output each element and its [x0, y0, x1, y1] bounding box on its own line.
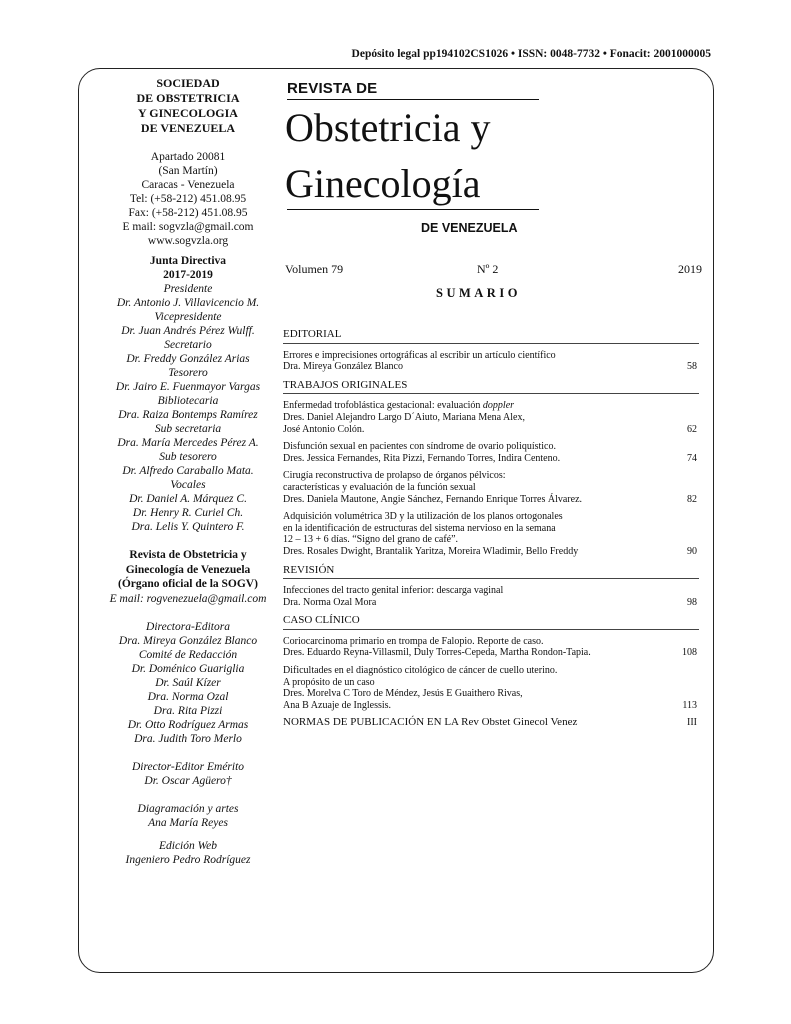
junta-member: Dra. Raiza Bontemps Ramírez: [118, 409, 258, 421]
section-title: REVISIÓN: [283, 565, 699, 580]
junta-role: Sub tesorero: [159, 451, 217, 463]
web-role: Edición Web: [158, 839, 218, 852]
journal-organ-line: Revista de Obstetricia y: [129, 549, 247, 561]
editor-role: Directora-Editora: [146, 620, 230, 633]
entry-authors: Dra. Mireya González Blanco: [283, 361, 403, 373]
masthead-rule-top: [287, 99, 539, 100]
entry-title: en la identificación de estructuras del sistema nervioso en la semana: [283, 522, 556, 534]
entry-page: 108: [682, 647, 697, 659]
junta-years: 2017-2019: [163, 269, 213, 281]
junta-role: Bibliotecaria: [157, 395, 219, 407]
junta-list: [88, 282, 288, 534]
entry-title: características y evaluación de la función sexual: [283, 481, 476, 493]
entry-authors: Dres. Daniela Mautone, Angie Sánchez, Fernando Enrique Torres Álvarez.: [283, 493, 583, 505]
toc-entry[interactable]: [283, 400, 699, 435]
junta-member: Dr. Jairo E. Fuenmayor Vargas: [115, 381, 261, 393]
toc-entry[interactable]: [283, 585, 699, 608]
issue-volume: Volumen 79: [285, 262, 344, 276]
contact-line: (San Martín): [158, 165, 218, 177]
contact-email: E mail: sogvzla@gmail.com: [122, 221, 254, 233]
left-column: [88, 76, 288, 867]
toc-section-editorial: [283, 329, 699, 373]
junta-role: Sub secretaria: [154, 423, 222, 435]
entry-page: 58: [687, 361, 697, 373]
toc-entry[interactable]: [283, 636, 699, 659]
junta-role: Tesorero: [168, 367, 208, 379]
society-contact: [88, 150, 288, 248]
entry-title: Disfunción sexual en pacientes con síndrome de ovario poliquístico.: [283, 441, 556, 453]
junta-member: Dr. Henry R. Curiel Ch.: [132, 507, 244, 519]
entry-authors: Dres. Jessica Fernandes, Rita Pizzi, Fernando Torres, Indira Centeno.: [283, 452, 561, 464]
editor-name: Dra. Judith Toro Merlo: [134, 732, 242, 745]
contents-heading: SUMARIO: [436, 286, 521, 300]
masthead-de-venezuela: DE VENEZUELA: [421, 221, 518, 235]
editor-name: Dra. Norma Ozal: [147, 690, 229, 703]
editor-name: Dra. Rita Pizzi: [153, 704, 223, 717]
society-name-line: Y GINECOLOGIA: [138, 106, 238, 120]
toc-section-clinical-case: [283, 615, 699, 711]
entry-title: [283, 400, 659, 412]
entry-authors: José Antonio Colón.: [283, 423, 365, 435]
contact-line: Tel: (+58-212) 451.08.95: [129, 193, 247, 205]
masthead-title-line1: Obstetricia y: [285, 105, 491, 150]
entry-page: III: [687, 717, 697, 729]
editor-name: Dr. Saúl Kízer: [155, 676, 221, 689]
junta-member: Dra. Lelis Y. Quintero F.: [131, 521, 245, 533]
entry-title-text: Enfermedad trofoblástica gestacional: evaluación doppler: [283, 400, 515, 412]
entry-authors: Dres. Morelva C Toro de Méndez, Jesús E Guaithero Rivas,: [283, 688, 523, 700]
entry-authors: Ana B Azuaje de Inglessis.: [283, 699, 392, 711]
society-name-line: SOCIEDAD: [156, 76, 220, 90]
masthead-title-line2: Ginecología: [285, 161, 481, 206]
toc-entry[interactable]: [283, 665, 699, 711]
society-name-line: DE OBSTETRICIA: [136, 91, 240, 105]
editorial-board: [88, 620, 288, 746]
journal-organ-line: (Órgano oficial de la SOGV): [118, 578, 258, 590]
toc-entry[interactable]: [283, 441, 699, 464]
web-name: Ingeniero Pedro Rodríguez: [125, 853, 251, 866]
junta-title: Junta Directiva: [149, 255, 227, 267]
emeritus-name: Dr. Oscar Agüero†: [144, 774, 232, 787]
entry-page: 98: [687, 596, 697, 608]
section-title: NORMAS DE PUBLICACIÓN EN LA Rev Obstet Ginecol Venez: [283, 716, 578, 729]
layout-name: Ana María Reyes: [148, 816, 228, 829]
editor-name: Dr. Otto Rodríguez Armas: [127, 718, 249, 731]
web-credit: [88, 839, 288, 867]
emeritus-role: Director-Editor Emérito: [131, 760, 245, 773]
entry-title: Dificultades en el diagnóstico citológico de cáncer de cuello uterino.: [283, 665, 558, 677]
journal-email: E mail: rogvenezuela@gmail.com: [109, 592, 267, 605]
society-name: [88, 76, 288, 136]
entry-authors: Dres. Rosales Dwight, Brantalik Yaritza, Moreira Wladimir, Bello Freddy: [283, 545, 579, 557]
contact-website: www.sogvzla.org: [147, 235, 229, 247]
legal-deposit-line: Depósito legal pp194102CS1026 • ISSN: 0048-7732 • Fonacit: 2001000005: [351, 48, 711, 60]
society-name-line: DE VENEZUELA: [140, 121, 236, 135]
junta-role: Presidente: [163, 283, 213, 295]
junta-member: Dr. Juan Andrés Pérez Wulff.: [121, 325, 255, 337]
entry-title: Cirugía reconstructiva de prolapso de órganos pélvicos:: [283, 470, 506, 482]
junta-member: Dr. Antonio J. Villavicencio M.: [116, 297, 260, 309]
entry-page: 62: [687, 423, 697, 435]
entry-authors: Dres. Daniel Alejandro Largo D´Aiuto, Mariana Mena Alex,: [283, 411, 525, 423]
editor-role: Comité de Redacción: [138, 648, 238, 661]
contact-line: Caracas - Venezuela: [141, 179, 235, 191]
toc-section-original-works: [283, 380, 699, 558]
toc-entry[interactable]: [283, 350, 699, 373]
entry-title: A propósito de un caso: [283, 676, 375, 688]
entry-title: Coriocarcinoma primario en trompa de Falopio. Reporte de caso.: [283, 635, 544, 647]
masthead-revista-de: REVISTA DE: [287, 80, 378, 97]
table-of-contents: [283, 322, 699, 731]
section-title: EDITORIAL: [283, 329, 699, 344]
toc-entry[interactable]: [283, 470, 699, 505]
toc-section-review: [283, 565, 699, 609]
junta-role: Vicepresidente: [154, 311, 222, 323]
entry-title: Errores e imprecisiones ortográficas al escribir un artículo científico: [283, 349, 556, 361]
toc-entry[interactable]: [283, 511, 699, 557]
junta-member: Dr. Alfredo Caraballo Mata.: [122, 465, 254, 477]
editor-name: Dr. Doménico Guariglia: [131, 662, 245, 675]
entry-page: 113: [682, 699, 697, 711]
editor-name: Dra. Mireya González Blanco: [118, 634, 258, 647]
junta-role: Vocales: [170, 479, 206, 491]
entry-page: 74: [687, 452, 697, 464]
entry-page: 82: [687, 493, 697, 505]
contact-line: Fax: (+58-212) 451.08.95: [128, 207, 248, 219]
entry-title: Infecciones del tracto genital inferior: descarga vaginal: [283, 585, 504, 597]
issue-number: Nº 2: [477, 262, 499, 276]
entry-authors: Dra. Norma Ozal Mora: [283, 596, 377, 608]
junta-role: Secretario: [164, 339, 212, 351]
section-title: TRABAJOS ORIGINALES: [283, 380, 699, 395]
entry-authors: Dres. Eduardo Reyna-Villasmil, Duly Torres-Cepeda, Martha Rondon-Tapia.: [283, 647, 591, 659]
publication-norms-entry[interactable]: [283, 717, 699, 731]
entry-title: Adquisición volumétrica 3D y la utilización de los planos ortogonales: [283, 511, 563, 523]
contact-line: Apartado 20081: [150, 151, 226, 163]
junta-member: Dr. Freddy González Arias: [126, 353, 250, 365]
journal-organ-line: Ginecología de Venezuela: [125, 563, 251, 576]
junta-member: Dr. Daniel A. Márquez C.: [129, 493, 247, 505]
entry-title: 12 – 13 + 6 días. “Signo del grano de café”.: [283, 534, 459, 546]
journal-organ-block: [88, 548, 288, 592]
junta-member: Dra. María Mercedes Pérez A.: [117, 437, 259, 449]
layout-credit: [88, 802, 288, 830]
emeritus-editor: [88, 760, 288, 788]
issue-year: 2019: [678, 262, 702, 276]
section-title: CASO CLÍNICO: [283, 615, 699, 630]
layout-role: Diagramación y artes: [137, 802, 239, 815]
masthead-rule-bottom: [287, 209, 539, 210]
entry-page: 90: [687, 545, 697, 557]
